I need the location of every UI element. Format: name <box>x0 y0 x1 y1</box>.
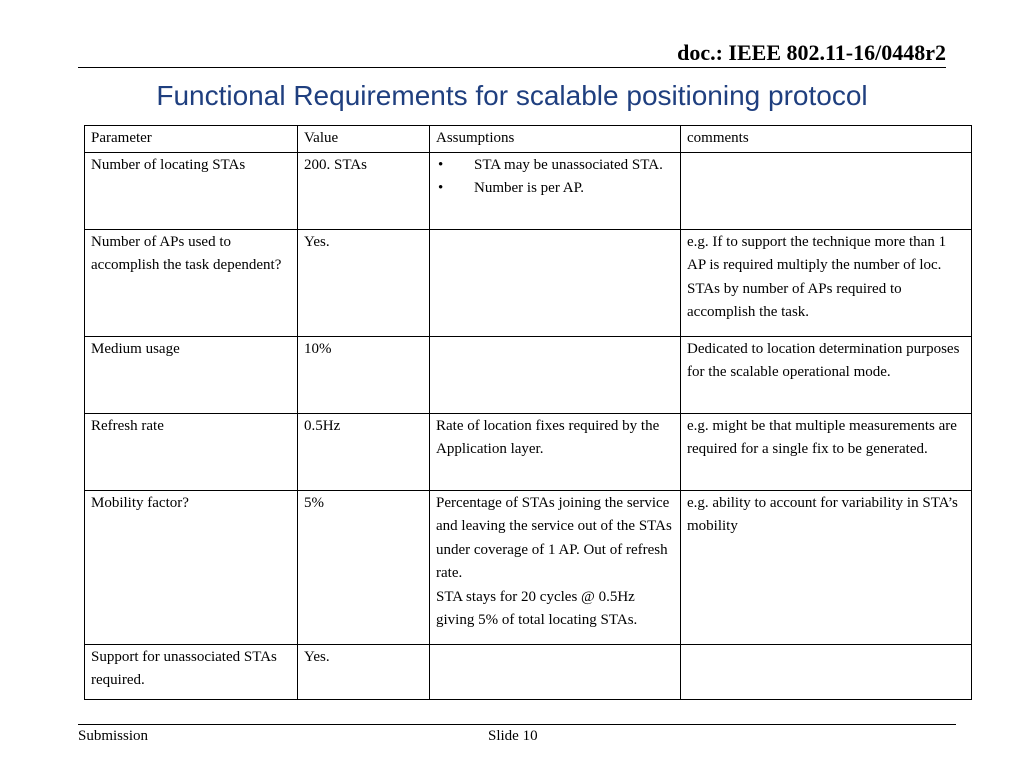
slide-number: Slide 10 <box>488 728 538 744</box>
assumptions-paragraph: STA stays for 20 cycles @ 0.5Hz giving 5% of total locating STAs. <box>436 588 638 628</box>
table-row <box>85 490 972 644</box>
cell-parameter: Mobility factor? <box>85 490 298 644</box>
table-row <box>85 413 972 490</box>
assumptions-list <box>436 154 674 201</box>
cell-comments <box>681 644 972 699</box>
cell-comments: Dedicated to location determination purposes for the scalable operational mode. <box>681 336 972 413</box>
cell-parameter: Refresh rate <box>85 413 298 490</box>
requirements-table <box>84 125 972 700</box>
cell-parameter: Number of APs used to accomplish the task dependent? <box>85 229 298 336</box>
table-header-row <box>85 126 972 153</box>
cell-assumptions <box>430 152 681 229</box>
footer-divider <box>78 724 956 725</box>
cell-assumptions <box>430 490 681 644</box>
cell-parameter: Medium usage <box>85 336 298 413</box>
cell-assumptions <box>430 644 681 699</box>
table-row <box>85 644 972 699</box>
cell-value: 0.5Hz <box>298 413 430 490</box>
header-divider <box>78 67 946 68</box>
header-comments: comments <box>681 126 972 153</box>
cell-parameter: Number of locating STAs <box>85 152 298 229</box>
cell-comments: e.g. If to support the technique more than 1 AP is required multiply the number of loc. STAs by number of APs required to accomplish the task. <box>681 229 972 336</box>
cell-assumptions: Rate of location fixes required by the Application layer. <box>430 413 681 490</box>
header-assumptions: Assumptions <box>430 126 681 153</box>
footer-submission: Submission <box>78 728 149 744</box>
cell-value: Yes. <box>298 644 430 699</box>
header-parameter: Parameter <box>85 126 298 153</box>
table-row <box>85 229 972 336</box>
cell-value: 200. STAs <box>298 152 430 229</box>
assumptions-paragraph: Percentage of STAs joining the service and leaving the service out of the STAs under coverage of 1 AP. Out of refresh rate. <box>436 494 672 581</box>
cell-assumptions <box>430 336 681 413</box>
cell-comments: e.g. might be that multiple measurements are required for a single fix to be generated. <box>681 413 972 490</box>
list-item: • Number is per AP. <box>436 177 674 201</box>
table-row <box>85 336 972 413</box>
cell-assumptions <box>430 229 681 336</box>
document-id: doc.: IEEE 802.11-16/0448r2 <box>677 40 946 65</box>
header-value: Value <box>298 126 430 153</box>
cell-value: Yes. <box>298 229 430 336</box>
cell-comments: e.g. ability to account for variability in STA’s mobility <box>681 490 972 644</box>
cell-parameter: Support for unassociated STAs required. <box>85 644 298 699</box>
list-item: • STA may be unassociated STA. <box>436 154 674 178</box>
cell-value: 5% <box>298 490 430 644</box>
table-row <box>85 152 972 229</box>
slide-title: Functional Requirements for scalable positioning protocol <box>156 80 868 111</box>
cell-comments <box>681 152 972 229</box>
cell-value: 10% <box>298 336 430 413</box>
